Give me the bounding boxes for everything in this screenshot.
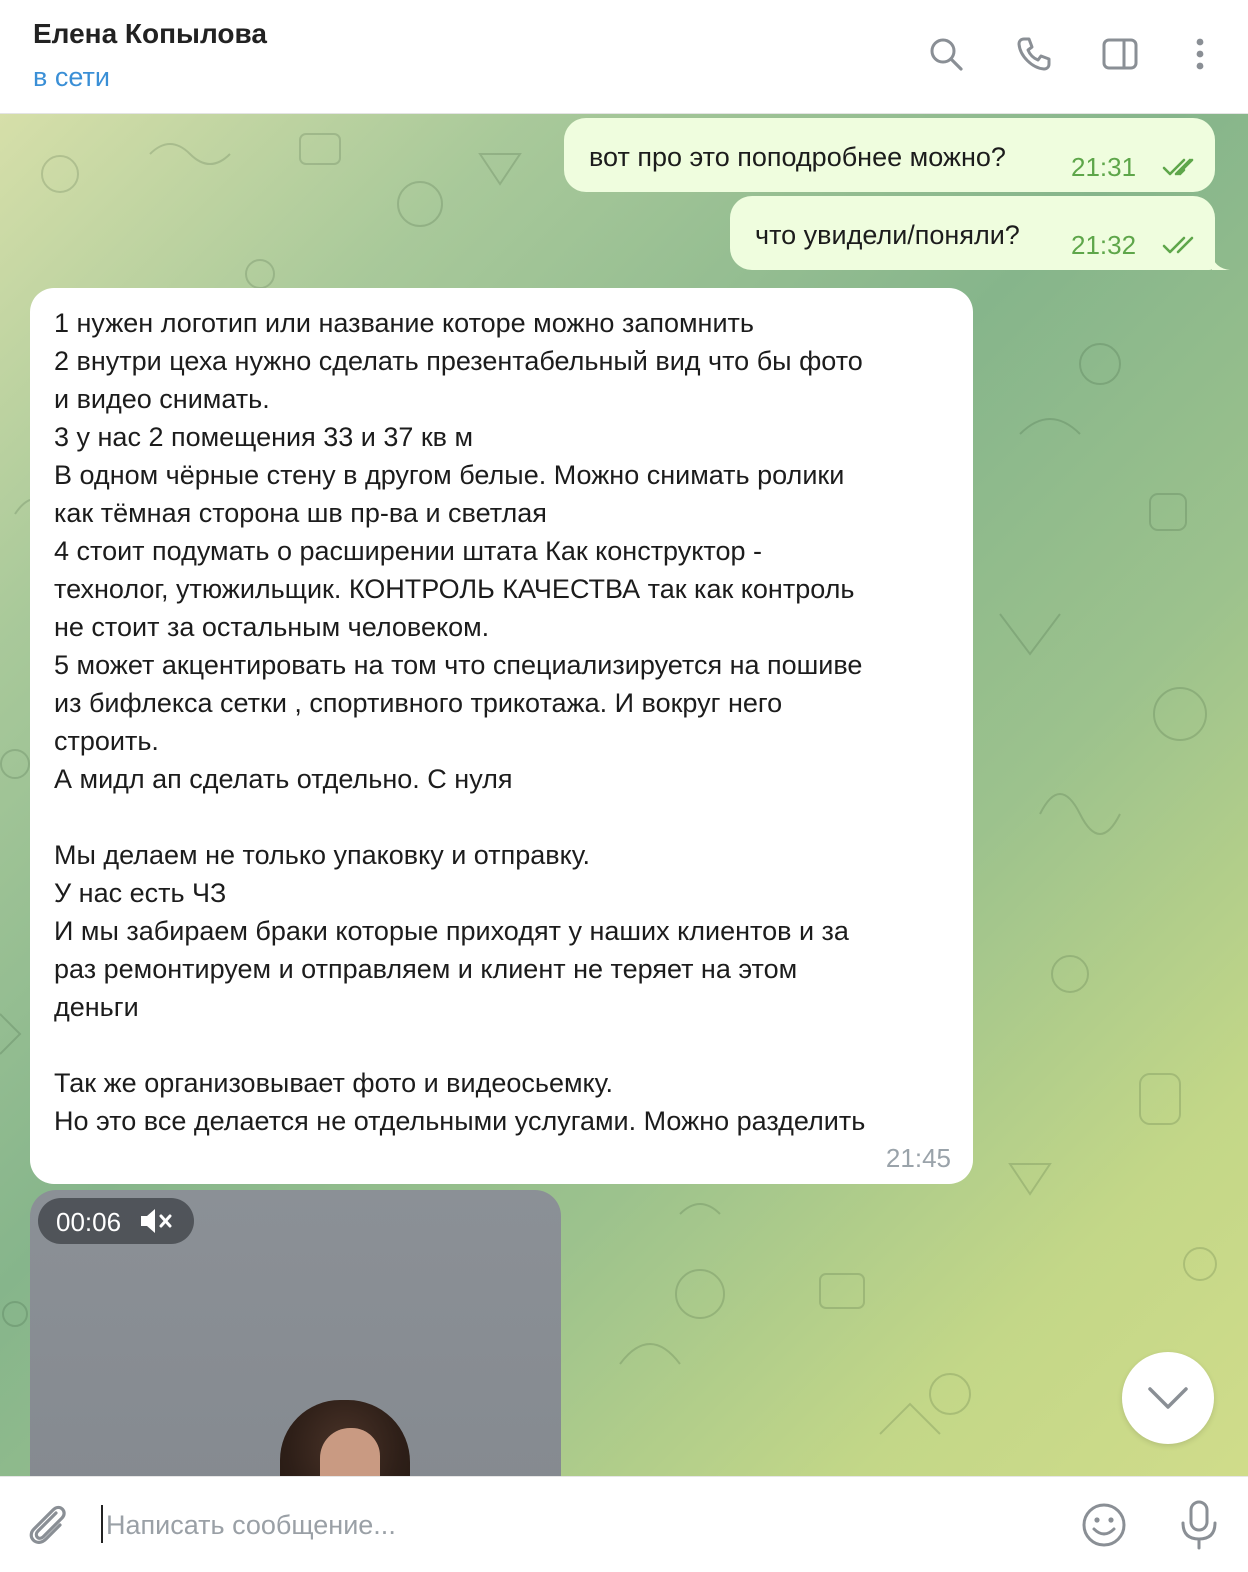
message-line: А мидл ап сделать отдельно. С нуля [54,764,513,794]
more-icon[interactable] [1178,32,1222,76]
message-time: 21:32 [1071,230,1137,260]
message-line: из бифлекса сетки , спортивного трикотажа. И вокруг него [54,688,783,718]
chat-status: в сети [33,62,110,92]
message-line: как тёмная сторона шв пр-ва и светлая [54,498,547,528]
message-line: не стоит за остальным человеком. [54,612,490,642]
read-checkmarks-icon [1162,156,1202,178]
message-line: раз ремонтируем и отправляем и клиент не теряет на этом [54,954,798,984]
emoji-icon[interactable] [1080,1501,1128,1549]
message-line: У нас есть ЧЗ [54,878,227,908]
video-duration: 00:06 [56,1207,122,1237]
outgoing-message[interactable] [564,118,1215,192]
message-line: 2 внутри цеха нужно сделать презентабельный вид что бы фото [54,346,863,376]
message-input[interactable] [106,1505,1006,1545]
message-line: технолог, утюжильщик. КОНТРОЛЬ КАЧЕСТВА так как контроль [54,574,855,604]
message-text: что увидели/поняли? [755,220,1020,250]
message-line: Мы делаем не только упаковку и отправку. [54,840,591,870]
phone-icon[interactable] [1012,32,1056,76]
scroll-to-bottom-button[interactable] [1122,1352,1214,1444]
search-icon[interactable] [924,32,968,76]
message-line: 3 у нас 2 помещения 33 и 37 кв м [54,422,474,452]
outgoing-message[interactable] [730,196,1215,270]
message-line: деньги [54,992,139,1022]
message-line: Но это все делается не отдельными услугами. Можно разделить [54,1106,866,1136]
text-caret [101,1505,103,1543]
message-line: 1 нужен логотип или название которе можно запомнить [54,308,754,338]
video-message[interactable] [30,1190,561,1476]
video-duration-badge[interactable] [38,1198,194,1244]
incoming-message[interactable] [30,288,973,1184]
muted-speaker-icon[interactable] [138,1206,174,1236]
chat-area[interactable] [0,114,1248,1476]
chat-header [0,0,1248,114]
read-checkmarks-icon [1162,234,1202,256]
message-line: строить. [54,726,159,756]
message-line: 4 стоит подумать о расширении штата Как конструктор - [54,536,762,566]
message-text: вот про это поподробнее можно? [589,142,1006,172]
paperclip-icon[interactable] [22,1499,72,1549]
bubble-tail [1212,254,1230,270]
message-line: и видео снимать. [54,384,270,414]
message-time: 21:45 [885,1143,951,1173]
message-line: И мы забираем браки которые приходят у наших клиентов и за [54,916,849,946]
chat-title[interactable]: Елена Копылова [33,18,267,49]
microphone-icon[interactable] [1176,1499,1222,1551]
message-time: 21:31 [1071,152,1137,182]
sidebar-toggle-icon[interactable] [1098,32,1142,76]
chevron-down-icon [1146,1383,1190,1413]
message-line: В одном чёрные стену в другом белые. Можно снимать ролики [54,460,845,490]
message-composer [0,1476,1248,1572]
message-line: 5 может акцентировать на том что специализируется на пошиве [54,650,863,680]
video-thumbnail-face [320,1428,380,1476]
message-line: Так же организовывает фото и видеосьемку. [54,1068,613,1098]
